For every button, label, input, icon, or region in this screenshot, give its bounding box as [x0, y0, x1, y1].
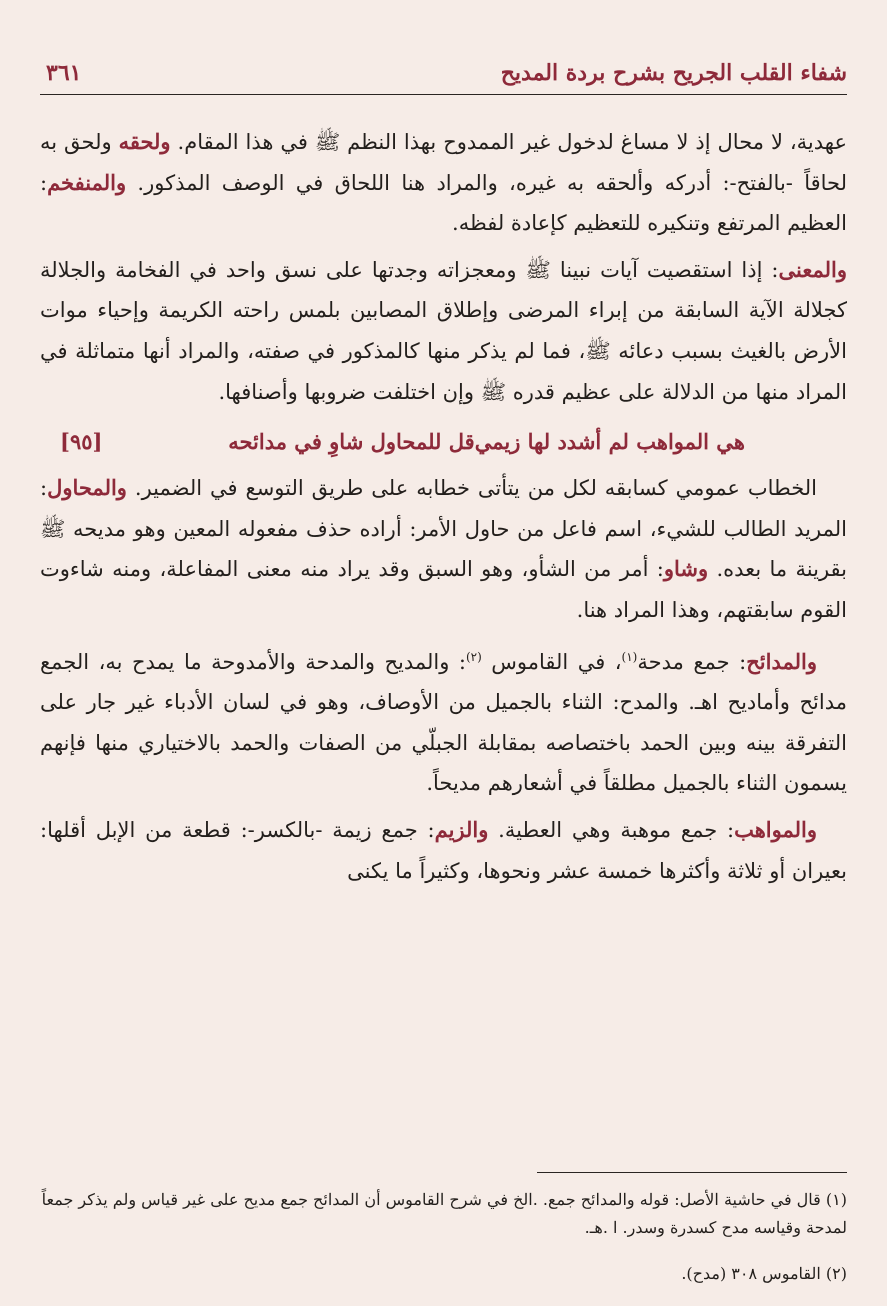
page-header	[40, 56, 847, 95]
verse-number: [٩٥]	[60, 428, 103, 454]
term-meaning: والمعنى	[778, 256, 847, 282]
verse-second-hemistich: هي المواهب لم أشدد لها زيمي	[474, 428, 745, 454]
running-title: شفاء القلب الجريح بشرح بردة المديح	[500, 60, 847, 86]
term-zaym: والزيم	[434, 816, 489, 842]
main-text	[40, 122, 847, 897]
term-munfakhim: والمنفخم	[47, 169, 127, 195]
footnote-ref-1[interactable]: (١)	[621, 649, 638, 664]
verse-95	[40, 418, 847, 466]
footnote-ref-2[interactable]: (٢)	[465, 649, 482, 664]
term-shaw: وشاو	[663, 556, 709, 582]
term-madaih: والمدائح	[746, 648, 817, 674]
paragraph-meaning: والمعنى: إذا استقصيت آيات نبينا ﷺ ومعجزاته وجدتها على نسق واحد في الفخامة والجلالة كجلالة الآية السابقة من إبراء المرضى وإطلاق المصابين بلمس راحته الكريمة وإحياء موات الأرض بالغيث بسبب دعائه ﷺ، فما لم يذكر منها كالمذكور في صفته، والمراد أنها متماثلة في المراد منها من الدلالة على عظيم قدره ﷺ وإن اختلفت ضروبها وأصنافها.	[40, 256, 847, 404]
page-number: ٣٦١	[46, 60, 82, 86]
paragraph-5: والمواهب: جمع موهبة وهي العطية. والزيم: جمع زيمة -بالكسر-: قطعة من الإبل أقلها: بعيران أو ثلاثة وأكثرها خمسة عشر ونحوها، وكثيراً ما يكنى	[40, 816, 847, 883]
paragraph-1: عهدية، لا محال إذ لا مساغ لدخول غير الممدوح بهذا النظم ﷺ في هذا المقام. ولحقه ولحق به لحاقاً -بالفتح-: أدركه وألحقه به غيره، والمراد هنا اللحاق في الوصف المذكور. والمنفخم: العظيم المرتفع وتنكيره للتعظيم كإعادة لفظه.	[40, 129, 847, 236]
term-mawahib: والمواهب	[734, 816, 817, 842]
paragraph-4: والمدائح: جمع مدحة$^{(١)}$، في القاموس $^{(٢)}$: والمديح والمدحة والأمدوحة ما يمدح به، الجمع مدائح وأماديح اهـ. والمدح: الثناء بالجميل من الأوصاف، وهو في لسان الأدباء غير جار على التفرقة بينه وبين الحمد باختصاصه بمقابلة الجبلّي من الصفات والحمد بالاختياري منها فإنهم يسمون الثناء بالجميل مطلقاً في أشعارهم مديحاً.	[40, 648, 847, 796]
footnote-1: (١) قال في حاشية الأصل: قوله والمدائح جمع. .الخ في شرح القاموس أن المدائح جمع مديح على غير قياس ولم يذكر جمعاً لمدحة وقياسه مدح كسدرة وسدر. ا .هـ.	[41, 1190, 847, 1237]
verse-first-hemistich: قل للمحاول شاوِ في مدائحه	[228, 428, 475, 454]
term-muhawil: والمحاول	[47, 475, 127, 501]
paragraph-3: الخطاب عمومي كسابقه لكل من يتأتى خطابه على طريق التوسع في الضمير. والمحاول: المريد الطالب للشيء، اسم فاعل من حاول الأمر: أراده حذف مفعوله المعين وهو مديحه ﷺ بقرينة ما بعده. وشاو: أمر من الشأو، وهو السبق وقد يراد منه معنى المفاعلة، ومنه شاءوت القوم سابقتهم، وهذا المراد هنا.	[40, 475, 847, 622]
footnote-2: (٢) القاموس ٣٠٨ (مدح).	[681, 1264, 847, 1283]
footnote-divider	[537, 1172, 847, 1173]
footnotes	[40, 1186, 847, 1306]
term-lahiqahu: ولحقه	[118, 129, 171, 154]
